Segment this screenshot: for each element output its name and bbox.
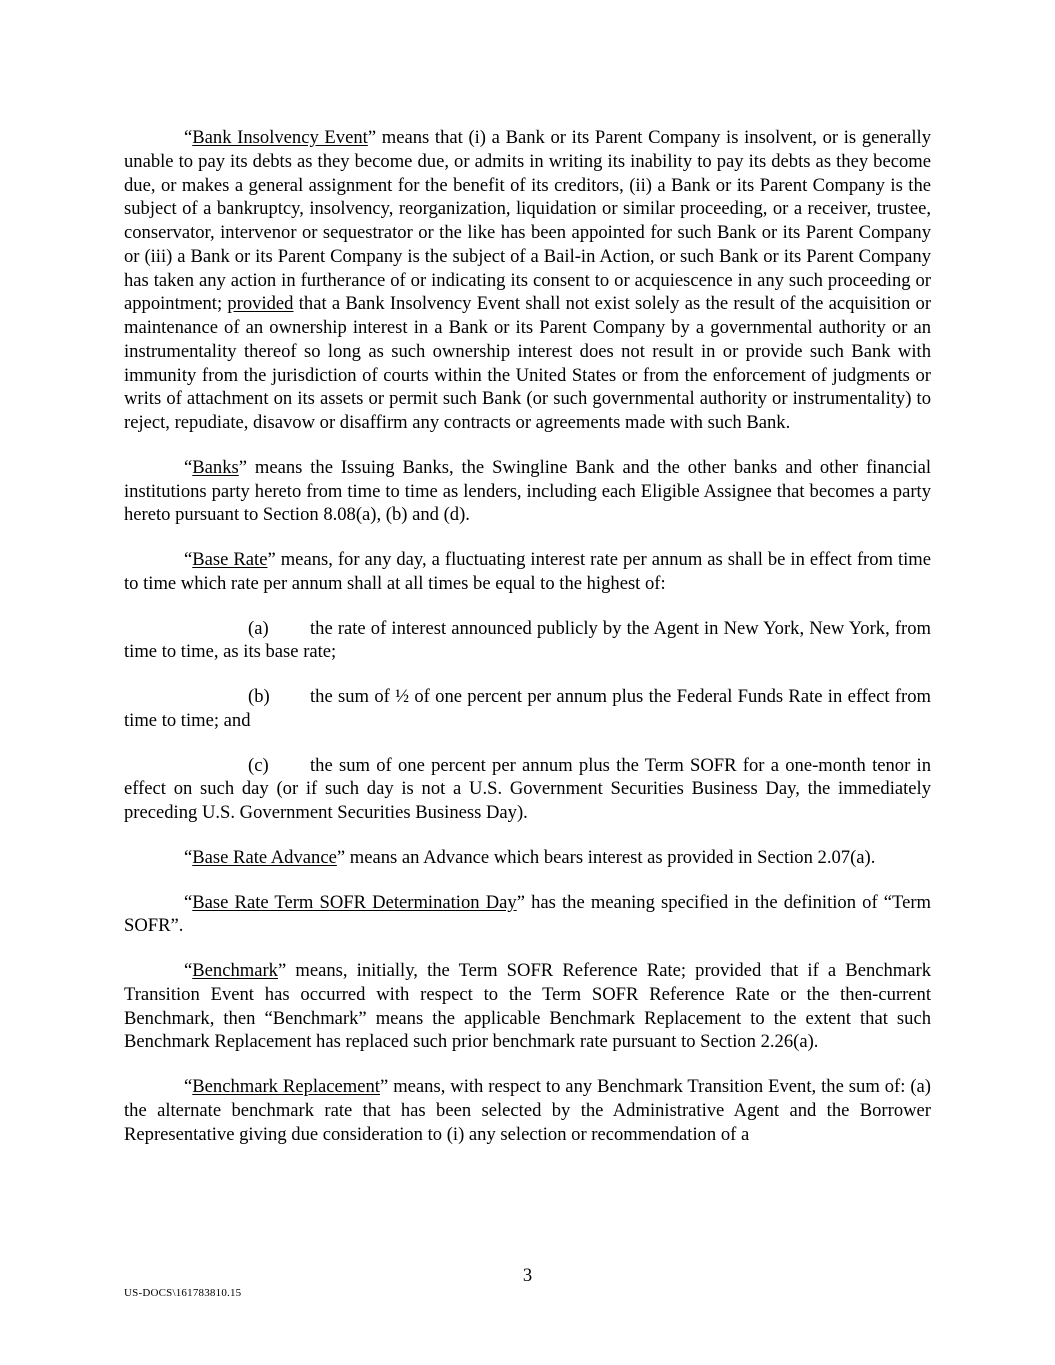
- page-number: 3: [522, 1265, 533, 1286]
- definition-base-rate-term-sofr-determination-day: [124, 891, 931, 939]
- base-rate-clause-c: [124, 754, 931, 825]
- definition-base-rate-advance: [124, 846, 931, 870]
- base-rate-clause-b: [124, 685, 931, 733]
- definition-banks: [124, 456, 931, 527]
- defined-term: Bank Insolvency Event: [192, 127, 368, 148]
- defined-term: Base Rate: [192, 549, 268, 570]
- clause-text: the rate of interest announced publicly by the Agent in New York, New York, from time to time, as its base rate;: [124, 617, 931, 663]
- defined-term: Benchmark Replacement: [192, 1076, 380, 1097]
- definition-text: ” has the meaning specified in the definition of “Term SOFR”.: [124, 891, 931, 937]
- definition-text: ” means, for any day, a fluctuating interest rate per annum as shall be in effect from time to time which rate per annum shall at all times be equal to the highest of:: [124, 549, 932, 594]
- definition-benchmark-replacement: [124, 1075, 931, 1146]
- clause-text: the sum of ½ of one percent per annum plus the Federal Funds Rate in effect from time to time; and: [124, 686, 931, 731]
- defined-term: Banks: [192, 456, 239, 478]
- definition-base-rate: [124, 548, 931, 596]
- definition-benchmark: [124, 959, 931, 1054]
- defined-term: Benchmark: [192, 960, 278, 981]
- definition-text: ” means, initially, the Term SOFR Reference Rate; provided that if a Benchmark Transition Event has occurred with respect to the Term SOFR Reference Rate or the then-current Benchmark, then “Benchmark” means the applicable Benchmark Replacement to the extent that such Benchmark Replacement has replaced such prior benchmark rate pursuant to Section 2.26(a).: [124, 960, 931, 1053]
- clause-label: (b): [248, 686, 270, 707]
- open-quote: “: [184, 127, 193, 148]
- defined-term: Base Rate Term SOFR Determination Day: [192, 891, 517, 913]
- definition-text: ” means an Advance which bears interest as provided in Section 2.07(a).: [336, 846, 876, 868]
- open-quote: “: [184, 456, 193, 478]
- open-quote: “: [184, 891, 193, 913]
- clause-label: (a): [248, 617, 269, 639]
- open-quote: “: [184, 1076, 193, 1097]
- clause-label: (c): [248, 754, 269, 776]
- document-body: [124, 126, 931, 1167]
- clause-text: the sum of one percent per annum plus the Term SOFR for a one-month tenor in effect on such day (or if such day is not a U.S. Government Securities Business Day, the immediately preceding U.S. Government Securities Business Day).: [124, 754, 931, 823]
- defined-term: Base Rate Advance: [192, 846, 337, 868]
- definition-text: ” means, with respect to any Benchmark Transition Event, the sum of: (a) the alternate benchmark rate that has been selected by the Administrative Agent and the Borrower Representative giving due consideration to (i) any selection or recommendation of a: [124, 1076, 931, 1145]
- open-quote: “: [184, 549, 193, 570]
- definition-text: ” means the Issuing Banks, the Swingline Bank and the other banks and other financial institutions party hereto from time to time as lenders, including each Eligible Assignee that becomes a party hereto pursuant to Section 8.08(a), (b) and (d).: [124, 456, 931, 526]
- open-quote: “: [184, 960, 193, 981]
- document-id: US-DOCS\161783810.15: [124, 1287, 242, 1299]
- definition-text-continued: that a Bank Insolvency Event shall not exist solely as the result of the acquisition or maintenance of an ownership interest in a Bank or its Parent Company by a governmental authority or an instrumentality thereof so long as such ownership interest does not result in or provide such Bank with immunity from the jurisdiction of courts within the United States or from the enforcement of judgments or writs of attachment on its assets or permit such Bank (or such governmental authority or instrumentality) to reject, repudiate, disavow or disaffirm any contracts or agreements made with such Bank.: [124, 293, 932, 433]
- definition-text: ” means that (i) a Bank or its Parent Company is insolvent, or is generally unable to pay its debts as they become due, or admits in writing its inability to pay its debts as they become due, or makes a general assignment for the benefit of its creditors, (ii) a Bank or its Parent Company is the subject of a bankruptcy, insolvency, reorganization, liquidation or similar proceeding, or a receiver, trustee, conservator, intervenor or sequestrator or the like has been appointed for such Bank or its Parent Company or (iii) a Bank or its Parent Company is the subject of a Bail-in Action, or such Bank or its Parent Company has taken any action in furtherance of or indicating its consent to or acquiescence in any such proceeding or appointment;: [124, 127, 932, 315]
- definition-bank-insolvency-event: [124, 126, 931, 435]
- base-rate-clause-a: [124, 617, 931, 665]
- proviso-term: provided: [227, 293, 294, 315]
- open-quote: “: [184, 846, 193, 868]
